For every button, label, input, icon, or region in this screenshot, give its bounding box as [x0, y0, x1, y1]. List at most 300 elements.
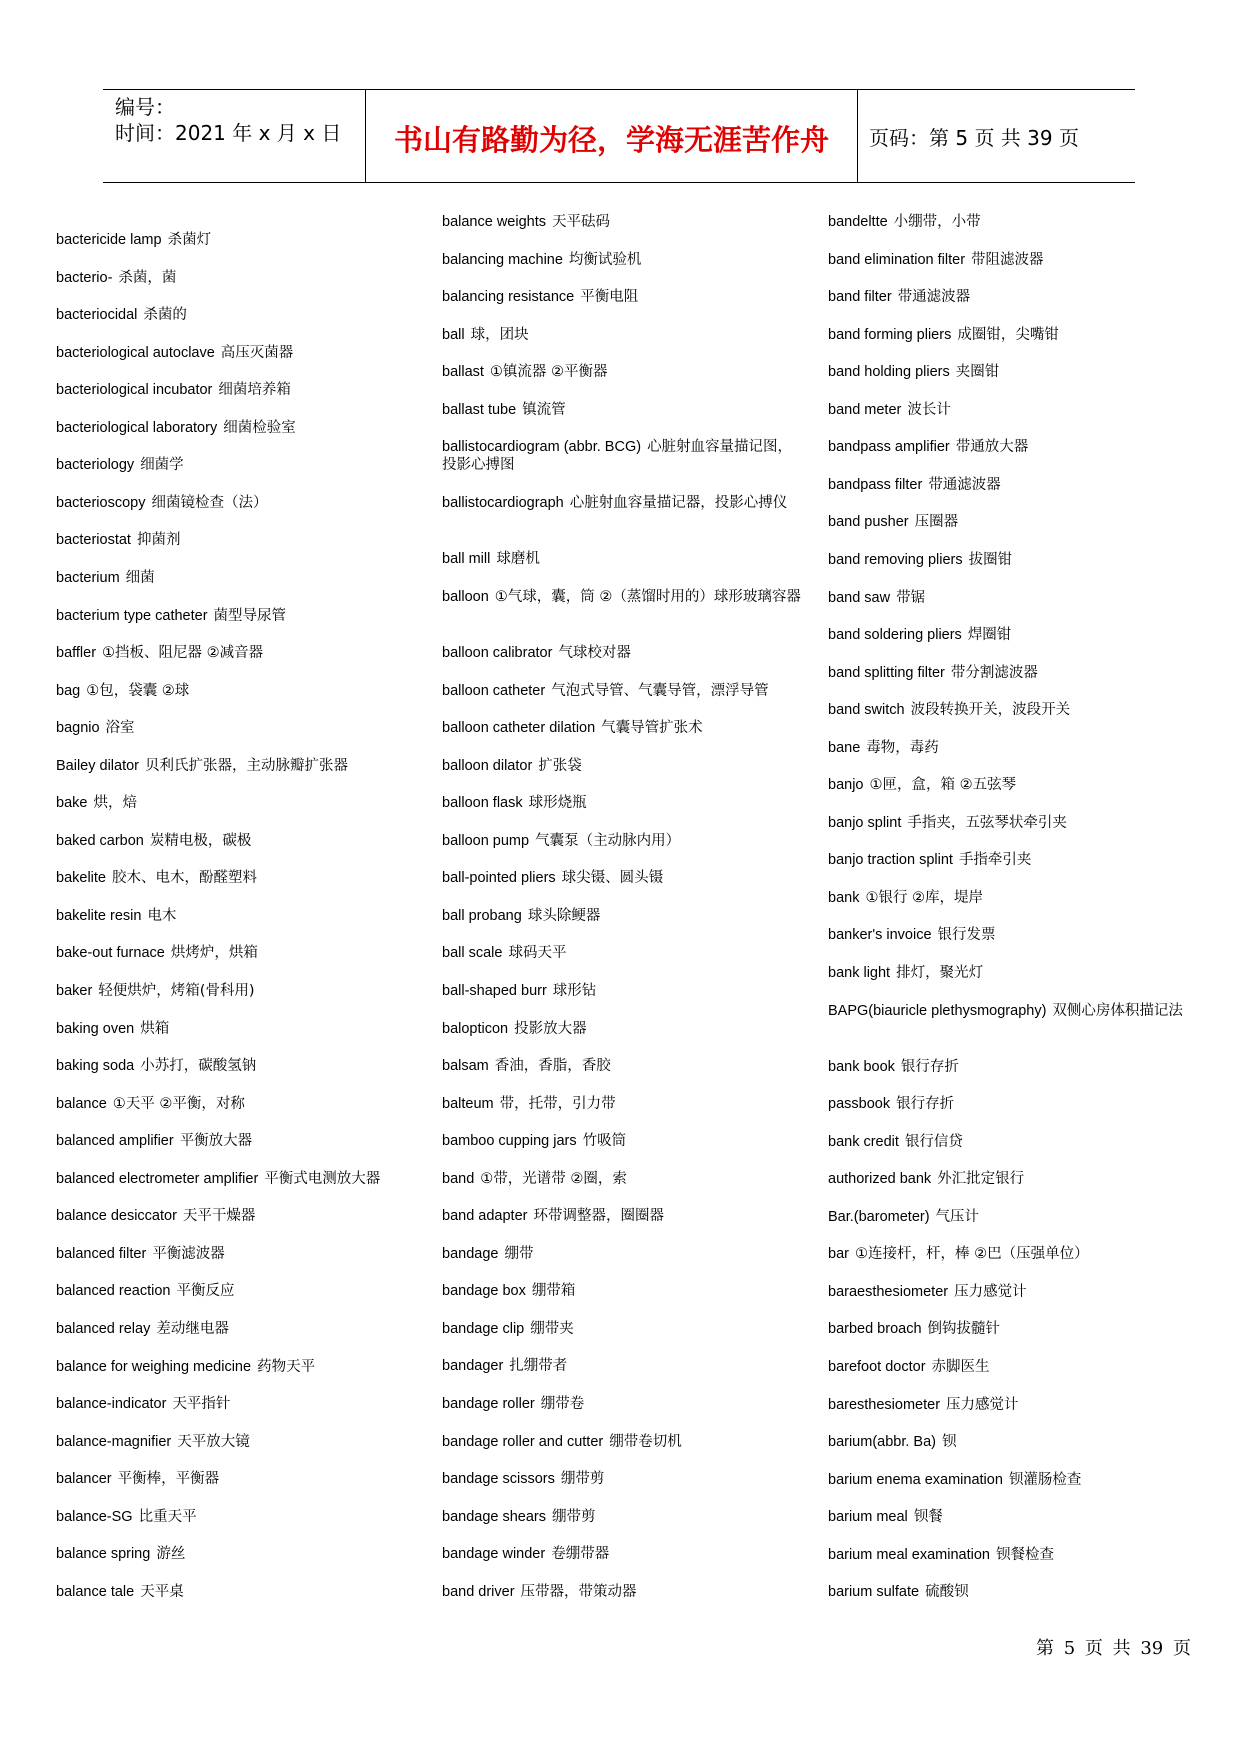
entry-term: barefoot doctor [828, 1359, 926, 1375]
entry-term: band removing pliers [828, 551, 963, 568]
entry-term: bamboo cupping jars [442, 1133, 577, 1150]
entry-translation: 球头除鲠器 [527, 907, 601, 924]
entry-translation: 气压计 [935, 1208, 980, 1225]
entry-translation: 心脏射血容量描记图，投影心搏图 [442, 439, 793, 474]
entry-translation: 卷绷带器 [551, 1546, 610, 1563]
entry-translation: 波段转换开关，波段开关 [910, 702, 1071, 719]
dictionary-entry [442, 251, 641, 269]
dictionary-entry [56, 982, 255, 1000]
entry-term: balanced filter [56, 1245, 147, 1262]
entry-term: bacterium [56, 569, 120, 586]
dictionary-entry [828, 589, 925, 607]
entry-term: band pusher [828, 514, 909, 531]
entry-term: balloon flask [442, 795, 523, 812]
dictionary-entry [442, 794, 587, 812]
dictionary-entry [442, 213, 610, 231]
entry-translation: 烘箱 [140, 1020, 170, 1037]
dictionary-entry [56, 1470, 219, 1488]
entry-term: bacteriological incubator [56, 382, 213, 399]
entry-term: balance-indicator [56, 1396, 167, 1413]
entry-translation: 压力感觉计 [946, 1396, 1019, 1413]
entry-translation: 带通放大器 [955, 439, 1029, 456]
dictionary-entry [828, 1396, 1019, 1414]
entry-translation: ①气球，囊，筒 ②（蒸馏时用的）球形玻璃容器 [494, 588, 801, 605]
entry-term: Bailey dilator [56, 757, 140, 774]
dictionary-entry [56, 719, 135, 737]
entry-translation: 硫酸钡 [925, 1584, 969, 1601]
dictionary-entry [56, 1057, 256, 1075]
dictionary-entry [56, 1433, 250, 1451]
entry-term: balloon [442, 588, 489, 605]
entry-translation: 球形烧瓶 [528, 795, 587, 812]
dictionary-entry [828, 513, 958, 531]
dictionary-entry [828, 851, 1031, 869]
entry-translation: 绷带剪 [552, 1508, 596, 1525]
dictionary-entry [828, 1002, 1190, 1020]
dictionary-entry [56, 269, 176, 287]
entry-term: bandage scissors [442, 1471, 555, 1488]
entry-translation: 带通滤波器 [897, 289, 971, 306]
entry-term: barium(abbr. Ba) [828, 1434, 936, 1451]
entry-translation: 压带器，带策动器 [520, 1583, 637, 1600]
dictionary-entry [828, 363, 999, 381]
entry-translation: 气泡式导管、气囊导管，漂浮导管 [551, 682, 769, 699]
dictionary-entry [56, 1358, 315, 1376]
entry-term: balancing machine [442, 251, 563, 268]
dictionary-entry [56, 607, 286, 625]
entry-translation: 球形钻 [552, 982, 597, 999]
entry-translation: 外汇批定银行 [937, 1171, 1025, 1188]
dictionary-entry [56, 306, 187, 324]
dictionary-entry [56, 1132, 252, 1150]
entry-term: banjo traction splint [828, 852, 953, 869]
entry-translation: 焊圈钳 [967, 627, 1012, 644]
dictionary-entry [442, 1433, 682, 1451]
entry-term: baraesthesiometer [828, 1283, 949, 1300]
dictionary-entry [442, 1245, 533, 1263]
dictionary-entry [442, 326, 529, 344]
entry-translation: 带通滤波器 [928, 476, 1001, 493]
entry-translation: 扩张袋 [538, 757, 582, 774]
entry-translation: 平衡棒，平衡器 [117, 1471, 220, 1488]
entry-term: barium sulfate [828, 1584, 920, 1601]
dictionary-entry [56, 832, 251, 850]
entry-term: balloon catheter [442, 682, 546, 699]
entry-term: balancer [56, 1471, 112, 1488]
dictionary-entry [442, 1545, 609, 1563]
dictionary-entry [828, 814, 1067, 832]
entry-translation: 银行存折 [900, 1058, 959, 1075]
entry-term: ball-shaped burr [442, 982, 547, 999]
dictionary-entry [828, 1508, 943, 1526]
entry-term: bandpass filter [828, 476, 923, 493]
entry-translation: 平衡放大器 [179, 1133, 253, 1150]
dictionary-entry [442, 1057, 611, 1075]
entry-translation: 球码天平 [508, 945, 567, 962]
entry-term: balance weights [442, 214, 546, 230]
entry-translation: 压圈器 [914, 514, 959, 531]
entry-term: balance for weighing medicine [56, 1358, 252, 1375]
entry-term: balsam [442, 1058, 489, 1075]
entry-term: bacteriological autoclave [56, 344, 215, 361]
entry-term: ball-pointed pliers [442, 870, 556, 887]
entry-term: baffler [56, 645, 97, 662]
entry-term: balanced amplifier [56, 1133, 174, 1150]
entry-translation: 扎绷带者 [509, 1358, 568, 1375]
entry-translation: 绷带剪 [560, 1471, 605, 1488]
entry-term: bacterium type catheter [56, 607, 208, 624]
dictionary-entry [56, 231, 211, 249]
dictionary-entry [828, 1583, 969, 1601]
entry-translation: 带分割滤波器 [950, 664, 1038, 681]
entry-term: bag [56, 682, 81, 699]
entry-translation: 高压灭菌器 [220, 344, 294, 361]
entry-term: balloon pump [442, 832, 530, 849]
dictionary-entry [56, 419, 296, 437]
entry-term: bandage shears [442, 1508, 546, 1525]
entry-translation: 绷带 [504, 1245, 534, 1262]
entry-translation: 钡餐检查 [996, 1546, 1054, 1563]
entry-translation: 环带调整器，圈圈器 [533, 1208, 664, 1225]
entry-term: balopticon [442, 1020, 509, 1037]
entry-translation: 杀菌灯 [167, 232, 212, 248]
entry-term: bandage roller and cutter [442, 1433, 604, 1450]
entry-term: ball probang [442, 907, 522, 924]
dictionary-entry [828, 739, 939, 757]
entry-translation: 夹圈钳 [955, 364, 1000, 381]
entry-translation: 浴室 [105, 720, 135, 737]
entry-term: bakelite resin [56, 907, 142, 924]
entry-term: baker [56, 983, 93, 999]
entry-translation: 细菌培养箱 [218, 382, 291, 399]
entry-translation: 杀菌，菌 [118, 269, 177, 286]
entry-term: passbook [828, 1096, 891, 1113]
entry-translation: 倒钩拔髓针 [927, 1321, 1001, 1338]
entry-term: bane [828, 739, 861, 756]
entry-translation: 小苏打，碳酸氢钠 [140, 1058, 257, 1075]
entry-term: bank [828, 889, 860, 906]
entry-term: barbed broach [828, 1321, 922, 1338]
entry-translation: 球尖镊、圆头镊 [561, 870, 664, 887]
entry-term: band [442, 1170, 475, 1187]
dictionary-entry [442, 869, 663, 887]
entry-term: baked carbon [56, 832, 144, 849]
entry-term: bacterioscopy [56, 494, 146, 511]
dictionary-entry [828, 251, 1044, 269]
dictionary-entry [828, 213, 981, 231]
dictionary-entry [442, 494, 802, 512]
entry-translation: 手指夹，五弦琴状牵引夹 [907, 814, 1067, 831]
entry-translation: 排灯，聚光灯 [896, 965, 984, 981]
dictionary-entry [442, 644, 631, 662]
dictionary-entry [828, 288, 970, 306]
entry-term: bank book [828, 1058, 895, 1075]
dictionary-entry [442, 401, 566, 419]
entry-term: bacteriostat [56, 532, 131, 549]
entry-translation: 细菌学 [140, 457, 184, 474]
entry-term: baking soda [56, 1058, 135, 1075]
entry-term: balance desiccator [56, 1208, 177, 1225]
dictionary-entry [56, 344, 293, 362]
entry-term: bandage winder [442, 1546, 546, 1563]
dictionary-entry [828, 476, 1001, 494]
dictionary-entry [828, 1208, 979, 1226]
dictionary-entry [56, 869, 257, 887]
entry-term: Bar.(barometer) [828, 1208, 930, 1225]
entry-translation: ①匣，盒，箱 ②五弦琴 [869, 777, 1017, 794]
entry-term: bandage [442, 1245, 499, 1262]
entry-term: baking oven [56, 1020, 135, 1037]
dictionary-entry [828, 1133, 963, 1151]
entry-translation: 绷带夹 [530, 1320, 574, 1337]
dictionary-entry [56, 1245, 225, 1263]
entry-term: BAPG(biauricle plethysmography) [828, 1002, 1047, 1019]
dictionary-entry [56, 381, 291, 399]
entry-translation: ①镇流器 ②平衡器 [489, 364, 608, 381]
dictionary-entry [828, 326, 1059, 344]
document-header [103, 89, 1135, 183]
entry-term: barium enema examination [828, 1471, 1003, 1488]
entry-term: baresthesiometer [828, 1396, 941, 1413]
dictionary-entry [56, 494, 267, 512]
entry-term: bar [828, 1246, 849, 1263]
entry-term: ballast [442, 364, 484, 381]
entry-translation: 钡灌肠检查 [1008, 1471, 1082, 1488]
entry-translation: 心脏射血容量描记器，投影心搏仪 [569, 495, 788, 512]
entry-translation: 天平指针 [172, 1396, 231, 1413]
entry-term: bandager [442, 1358, 504, 1375]
entry-term: bandeltte [828, 214, 888, 230]
entry-translation: 细菌镜检查（法） [151, 494, 268, 511]
entry-translation: 投影放大器 [514, 1020, 587, 1037]
entry-translation: 轻便烘炉，烤箱(骨科用) [98, 983, 255, 999]
dictionary-entry [828, 1358, 990, 1376]
entry-term: barium meal [828, 1509, 908, 1526]
entry-term: balance spring [56, 1546, 151, 1563]
entry-translation: 细菌检验室 [223, 419, 296, 436]
dictionary-entry [442, 1020, 587, 1038]
dictionary-entry [828, 701, 1070, 719]
entry-translation: 烘，焙 [93, 795, 137, 812]
entry-term: bandage box [442, 1283, 526, 1300]
dictionary-entry [56, 907, 176, 925]
entry-term: balance [56, 1095, 107, 1112]
entry-translation: 细菌 [125, 569, 155, 586]
dictionary-entry [442, 1132, 626, 1150]
motto-text: 书山有路勤为径，学海无涯苦作舟 [393, 123, 829, 157]
dictionary-entry [442, 588, 802, 606]
dictionary-entry [828, 438, 1028, 456]
entry-translation: 钡 [942, 1434, 957, 1451]
entry-translation: 均衡试验机 [568, 251, 642, 268]
dictionary-entry [56, 1320, 229, 1338]
dictionary-entry [828, 551, 1012, 569]
time-label: 时间：2021 年 x 月 x 日 [115, 121, 342, 145]
entry-term: band adapter [442, 1208, 528, 1225]
entry-term: bakelite [56, 870, 106, 887]
entry-translation: 压力感觉计 [954, 1283, 1027, 1300]
entry-translation: 绷带卷 [540, 1396, 585, 1412]
entry-term: band switch [828, 702, 905, 719]
entry-term: banjo [828, 777, 864, 794]
dictionary-entry [828, 926, 996, 944]
dictionary-entry [828, 1283, 1027, 1301]
dictionary-entry [442, 1320, 574, 1338]
entry-term: balloon dilator [442, 757, 533, 774]
entry-translation: 气囊泵（主动脉内用） [535, 832, 681, 849]
dictionary-entry [442, 1357, 567, 1375]
page-code: 页码：第 5 页 共 39 页 [869, 126, 1079, 150]
dictionary-entry [56, 794, 137, 812]
dictionary-entry [828, 1170, 1024, 1188]
dictionary-entry [442, 757, 582, 775]
entry-translation: 球，团块 [470, 326, 529, 343]
dictionary-entry [442, 982, 596, 1000]
entry-term: bandpass amplifier [828, 439, 950, 456]
dictionary-entry [828, 1320, 1000, 1338]
header-info-cell [103, 90, 365, 182]
entry-translation: 银行发票 [937, 927, 996, 944]
dictionary-entry [442, 907, 600, 925]
entry-translation: ①银行 ②库，堤岸 [865, 889, 984, 906]
entry-term: balance tale [56, 1583, 135, 1600]
dictionary-entry [56, 1020, 169, 1038]
dictionary-entry [828, 1471, 1081, 1489]
entry-translation: 差动继电器 [156, 1320, 229, 1337]
entry-term: bake [56, 795, 88, 812]
entry-translation: 电木 [147, 907, 177, 924]
entry-term: bacterio- [56, 269, 113, 286]
entry-translation: 毒物，毒药 [866, 739, 939, 756]
entry-translation: 气球校对器 [558, 645, 631, 661]
dictionary-entry [442, 550, 540, 568]
entry-term: bacteriological laboratory [56, 419, 218, 436]
dictionary-entry [828, 1546, 1054, 1564]
entry-translation: ①连接杆，杆，棒 ②巴（压强单位） [854, 1246, 1089, 1263]
dictionary-entry [56, 757, 348, 775]
entry-term: bandage clip [442, 1320, 525, 1337]
dictionary-entry [828, 964, 983, 982]
entry-term: ball mill [442, 551, 491, 568]
entry-translation: 双侧心房体积描记法 [1052, 1002, 1183, 1019]
entry-translation: 杀菌的 [143, 307, 187, 324]
dictionary-entry [56, 531, 180, 549]
entry-term: ball [442, 326, 465, 343]
entry-translation: 天平放大镜 [177, 1433, 250, 1450]
page-footer: 第 5 页 共 39 页 [1036, 1638, 1191, 1659]
entry-term: barium meal examination [828, 1546, 990, 1563]
entry-translation: 天平桌 [140, 1583, 184, 1600]
dictionary-entry [442, 1470, 604, 1488]
entry-translation: 竹吸筒 [582, 1133, 627, 1150]
entry-term: band elimination filter [828, 251, 966, 268]
dictionary-entry [828, 889, 983, 907]
entry-term: balancing resistance [442, 289, 575, 306]
dictionary-entry [56, 1508, 197, 1526]
number-label: 编号： [115, 95, 175, 119]
entry-translation: 拔圈钳 [968, 551, 1013, 568]
entry-term: bacteriology [56, 457, 135, 474]
entry-term: ballast tube [442, 401, 517, 418]
entry-translation: 抑菌剂 [136, 532, 181, 549]
entry-term: balloon calibrator [442, 645, 553, 661]
entry-term: bank credit [828, 1133, 899, 1150]
dictionary-entry [56, 1095, 245, 1113]
entry-term: balanced relay [56, 1320, 151, 1337]
entry-translation: 平衡反应 [176, 1283, 235, 1300]
dictionary-entry [56, 1282, 234, 1300]
entry-term: authorized bank [828, 1171, 932, 1188]
entry-term: ballistocardiograph [442, 495, 564, 512]
dictionary-entry [442, 1207, 664, 1225]
entry-translation: 绷带卷切机 [609, 1433, 682, 1450]
entry-translation: 平衡滤波器 [152, 1245, 225, 1262]
entry-translation: 胶木、电木，酚醛塑料 [111, 870, 257, 887]
entry-term: bacteriocidal [56, 307, 138, 324]
dictionary-entry [442, 288, 638, 306]
dictionary-entry [442, 438, 802, 474]
entry-term: balance-magnifier [56, 1433, 172, 1450]
entry-term: band holding pliers [828, 364, 950, 381]
dictionary-entry [56, 644, 263, 662]
entry-translation: 贝利氏扩张器，主动脉瓣扩张器 [145, 757, 349, 774]
entry-term: balance-SG [56, 1508, 133, 1525]
dictionary-entry [56, 456, 184, 474]
entry-translation: ①天平 ②平衡，对称 [112, 1095, 245, 1112]
entry-term: band filter [828, 289, 892, 306]
entry-term: bank light [828, 965, 891, 981]
entry-translation: 烘烤炉，烘箱 [170, 945, 258, 962]
dictionary-entry [56, 569, 155, 587]
dictionary-entry [56, 1583, 184, 1601]
entry-translation: ①包，袋囊 ②球 [86, 682, 190, 699]
entry-translation: 带阻滤波器 [971, 251, 1044, 268]
dictionary-entry [56, 1170, 380, 1188]
dictionary-entry [828, 1058, 959, 1076]
entry-term: balloon catheter dilation [442, 720, 596, 737]
dictionary-entry [56, 1395, 230, 1413]
entry-term: bake-out furnace [56, 945, 165, 962]
entry-translation: 镇流管 [522, 401, 566, 418]
dictionary-entry [442, 1395, 584, 1413]
dictionary-entry [828, 626, 1011, 644]
entry-term: bagnio [56, 720, 100, 737]
dictionary-entry [442, 719, 703, 737]
entry-translation: ①带，光谱带 ②圈，索 [480, 1170, 627, 1187]
entry-translation: 游丝 [156, 1546, 186, 1563]
entry-translation: 球磨机 [496, 551, 540, 568]
entry-translation: 比重天平 [138, 1508, 197, 1525]
header-page-cell [857, 90, 1135, 182]
dictionary-entry [828, 1245, 1089, 1263]
dictionary-entry [56, 682, 189, 700]
entry-translation: 炭精电极，碳极 [149, 832, 252, 849]
entry-term: ballistocardiogram (abbr. BCG) [442, 439, 642, 456]
entry-translation: 赤脚医生 [931, 1359, 990, 1375]
entry-term: bactericide lamp [56, 232, 162, 248]
entry-translation: 带，托带，引力带 [499, 1095, 616, 1112]
dictionary-entry [442, 1095, 616, 1113]
dictionary-entry [828, 776, 1016, 794]
dictionary-entry [442, 1282, 575, 1300]
dictionary-entry [442, 1508, 596, 1526]
dictionary-entry [442, 1583, 637, 1601]
entry-translation: 平衡式电测放大器 [264, 1170, 381, 1187]
dictionary-entry [828, 1433, 957, 1451]
dictionary-entry [828, 664, 1038, 682]
entry-translation: 平衡电阻 [580, 289, 639, 306]
entry-term: banjo splint [828, 814, 902, 831]
